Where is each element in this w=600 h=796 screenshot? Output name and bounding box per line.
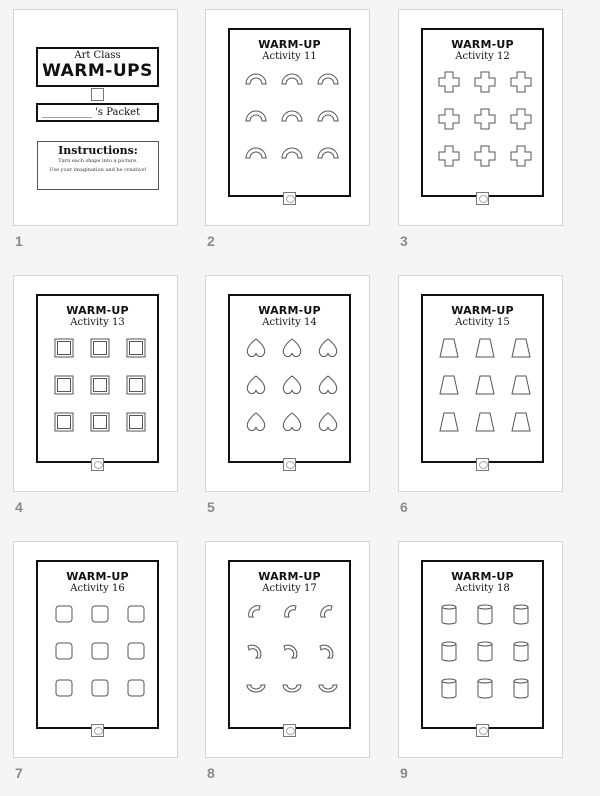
packet-name-box (36, 103, 159, 122)
cross-shape-icon (509, 70, 533, 94)
rainbow-arch-shape-icon (280, 107, 304, 131)
logo-icon (91, 458, 104, 471)
cover-subtitle: Art Class (74, 50, 121, 61)
warmup-heading: WARM-UP (451, 304, 514, 317)
shape-grid (242, 336, 341, 436)
activity-title: Activity 17 (262, 583, 317, 594)
shape-grid (50, 336, 149, 436)
rounded-square-shape-icon (88, 639, 112, 663)
macaroni-shape-icon (316, 602, 340, 626)
cylinder-shape-icon (437, 639, 461, 663)
page-number-label: 6 (400, 499, 408, 515)
cross-shape-icon (509, 144, 533, 168)
trapezoid-shape-icon (509, 373, 533, 397)
shape-grid (435, 336, 534, 436)
cylinder-shape-icon (509, 602, 533, 626)
rainbow-arch-shape-icon (280, 144, 304, 168)
double-square-shape-icon (124, 410, 148, 434)
double-square-shape-icon (88, 410, 112, 434)
warmup-heading: WARM-UP (66, 304, 129, 317)
double-square-shape-icon (52, 410, 76, 434)
double-square-shape-icon (52, 336, 76, 360)
trapezoid-shape-icon (509, 336, 533, 360)
rainbow-arch-shape-icon (316, 107, 340, 131)
page-thumbnail-3[interactable] (398, 9, 563, 226)
rounded-square-shape-icon (124, 676, 148, 700)
trapezoid-shape-icon (473, 336, 497, 360)
activity-frame (36, 294, 159, 463)
macaroni-shape-icon (244, 676, 268, 700)
logo-icon (476, 458, 489, 471)
activity-frame (228, 294, 351, 463)
cylinder-shape-icon (473, 602, 497, 626)
double-square-shape-icon (88, 373, 112, 397)
page-thumbnail-1[interactable] (13, 9, 178, 226)
rainbow-arch-shape-icon (244, 107, 268, 131)
activity-frame (421, 560, 544, 729)
cylinder-shape-icon (437, 676, 461, 700)
heart-shape-icon (280, 410, 304, 434)
heart-shape-icon (316, 410, 340, 434)
page-number-label: 2 (207, 233, 215, 249)
macaroni-shape-icon (244, 639, 268, 663)
macaroni-shape-icon (316, 676, 340, 700)
rounded-square-shape-icon (52, 639, 76, 663)
cross-shape-icon (509, 107, 533, 131)
trapezoid-shape-icon (437, 336, 461, 360)
activity-frame (228, 28, 351, 197)
heart-shape-icon (244, 410, 268, 434)
heart-shape-icon (316, 373, 340, 397)
warmup-heading: WARM-UP (66, 570, 129, 583)
heart-shape-icon (316, 336, 340, 360)
rounded-square-shape-icon (52, 676, 76, 700)
heart-shape-icon (244, 336, 268, 360)
trapezoid-shape-icon (473, 373, 497, 397)
rainbow-arch-shape-icon (316, 144, 340, 168)
activity-title: Activity 14 (262, 317, 317, 328)
cross-shape-icon (437, 70, 461, 94)
logo-icon (283, 192, 296, 205)
activity-title: Activity 12 (455, 51, 510, 62)
shape-grid (435, 70, 534, 170)
cross-shape-icon (473, 107, 497, 131)
logo-icon (283, 458, 296, 471)
macaroni-shape-icon (280, 639, 304, 663)
macaroni-shape-icon (280, 676, 304, 700)
double-square-shape-icon (124, 373, 148, 397)
instructions-line-1: Turn each shape into a picture. (58, 158, 138, 164)
page-thumbnail-2[interactable] (205, 9, 370, 226)
double-square-shape-icon (52, 373, 76, 397)
cover-title: WARM-UPS (42, 61, 153, 81)
page-thumbnail-7[interactable] (13, 541, 178, 758)
page-number-label: 3 (400, 233, 408, 249)
heart-shape-icon (280, 373, 304, 397)
logo-icon (91, 88, 104, 101)
trapezoid-shape-icon (473, 410, 497, 434)
rounded-square-shape-icon (124, 639, 148, 663)
trapezoid-shape-icon (509, 410, 533, 434)
trapezoid-shape-icon (437, 373, 461, 397)
cylinder-shape-icon (509, 639, 533, 663)
logo-icon (476, 192, 489, 205)
activity-title: Activity 18 (455, 583, 510, 594)
cylinder-shape-icon (437, 602, 461, 626)
page-thumbnail-8[interactable] (205, 541, 370, 758)
macaroni-shape-icon (244, 602, 268, 626)
rounded-square-shape-icon (124, 602, 148, 626)
rounded-square-shape-icon (88, 676, 112, 700)
shape-grid (242, 602, 341, 702)
double-square-shape-icon (124, 336, 148, 360)
rounded-square-shape-icon (88, 602, 112, 626)
macaroni-shape-icon (316, 639, 340, 663)
rounded-square-shape-icon (52, 602, 76, 626)
cross-shape-icon (437, 107, 461, 131)
page-thumbnail-6[interactable] (398, 275, 563, 492)
rainbow-arch-shape-icon (244, 144, 268, 168)
rainbow-arch-shape-icon (316, 70, 340, 94)
activity-frame (421, 294, 544, 463)
instructions-line-2: Use your imagination and be creative! (49, 167, 147, 173)
activity-title: Activity 11 (262, 51, 317, 62)
activity-frame (421, 28, 544, 197)
heart-shape-icon (280, 336, 304, 360)
cover-title-box (36, 47, 159, 87)
warmup-heading: WARM-UP (258, 38, 321, 51)
logo-icon (476, 724, 489, 737)
cross-shape-icon (473, 70, 497, 94)
packet-blank: __________ (42, 107, 92, 118)
shape-grid (435, 602, 534, 702)
logo-icon (283, 724, 296, 737)
warmup-heading: WARM-UP (258, 570, 321, 583)
trapezoid-shape-icon (437, 410, 461, 434)
activity-title: Activity 16 (70, 583, 125, 594)
activity-frame (228, 560, 351, 729)
cylinder-shape-icon (473, 639, 497, 663)
cylinder-shape-icon (473, 676, 497, 700)
macaroni-shape-icon (280, 602, 304, 626)
instructions-heading: Instructions: (58, 144, 138, 157)
activity-title: Activity 15 (455, 317, 510, 328)
page-number-label: 1 (15, 233, 23, 249)
page-number-label: 4 (15, 499, 23, 515)
page-number-label: 8 (207, 765, 215, 781)
page-number-label: 5 (207, 499, 215, 515)
activity-frame (36, 560, 159, 729)
activity-title: Activity 13 (70, 317, 125, 328)
warmup-heading: WARM-UP (451, 38, 514, 51)
packet-label: 's Packet (95, 107, 141, 118)
page-number-label: 7 (15, 765, 23, 781)
cross-shape-icon (437, 144, 461, 168)
page-number-label: 9 (400, 765, 408, 781)
cylinder-shape-icon (509, 676, 533, 700)
page-thumbnail-5[interactable] (205, 275, 370, 492)
shape-grid (242, 70, 341, 170)
logo-icon (91, 724, 104, 737)
page-thumbnail-9[interactable] (398, 541, 563, 758)
warmup-heading: WARM-UP (451, 570, 514, 583)
cross-shape-icon (473, 144, 497, 168)
rainbow-arch-shape-icon (280, 70, 304, 94)
page-thumbnail-4[interactable] (13, 275, 178, 492)
instructions-box (37, 141, 159, 190)
heart-shape-icon (244, 373, 268, 397)
rainbow-arch-shape-icon (244, 70, 268, 94)
shape-grid (50, 602, 149, 702)
warmup-heading: WARM-UP (258, 304, 321, 317)
double-square-shape-icon (88, 336, 112, 360)
